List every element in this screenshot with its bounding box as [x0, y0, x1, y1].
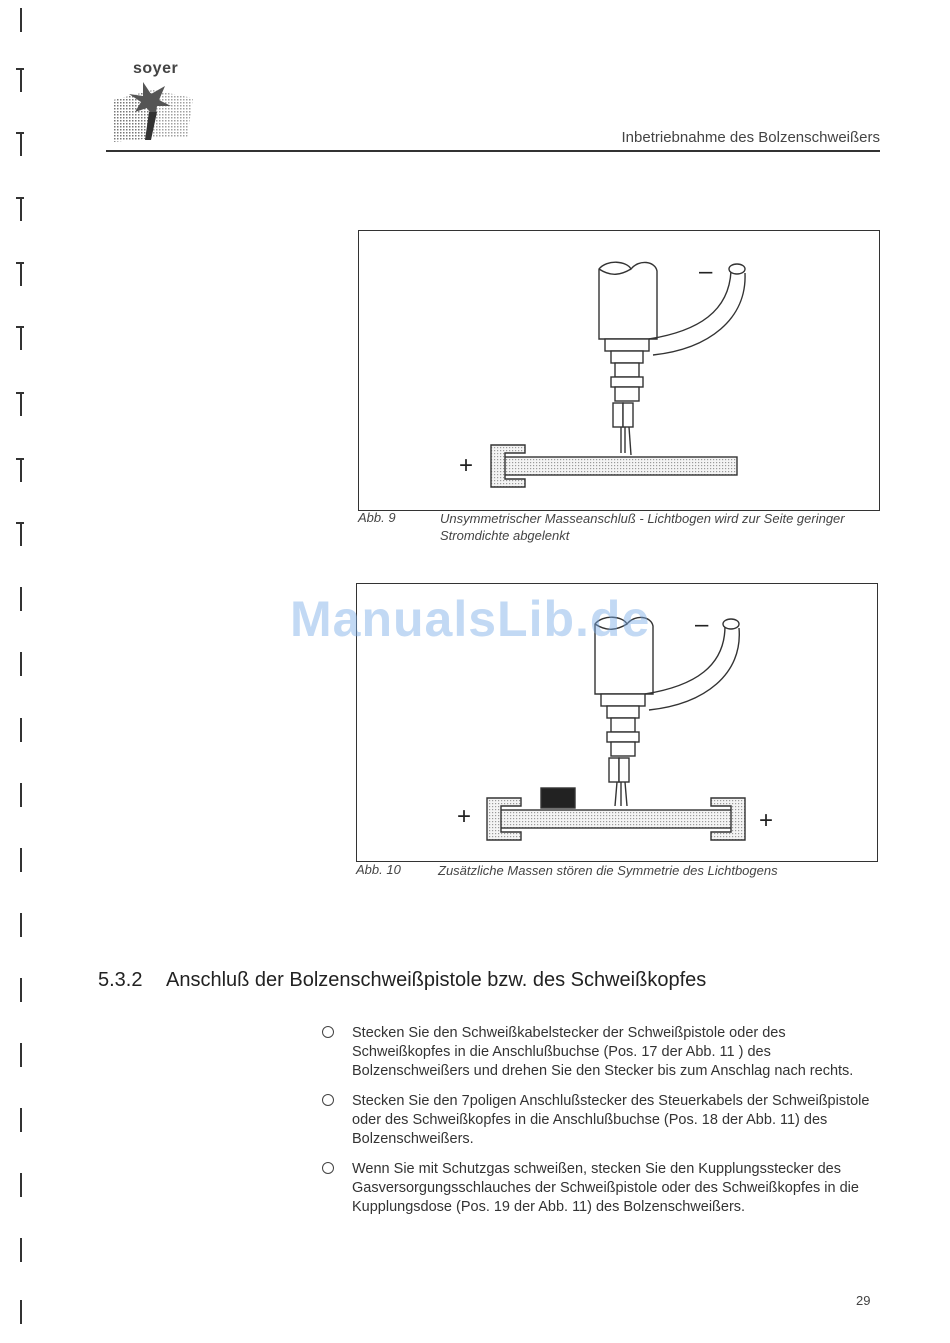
plus-symbol-left: + — [457, 803, 472, 830]
page-number: 29 — [856, 1293, 871, 1308]
cable-illustration — [645, 619, 739, 710]
welding-pistol-illustration — [599, 262, 657, 455]
minus-symbol: – — [695, 611, 709, 638]
workpiece-clamp-illustration — [491, 445, 737, 487]
section-number: 5.3.2 — [98, 969, 143, 991]
cable-illustration — [649, 264, 745, 355]
header-rule — [106, 150, 880, 152]
list-item — [322, 1092, 872, 1149]
circle-bullet-icon — [322, 1162, 334, 1174]
figure-10-text: Zusätzliche Massen stören die Symmetrie des Lichtbogens — [438, 863, 778, 878]
list-item-text: Stecken Sie den Schweißkabelstecker der Schweißpistole oder des Schweißkopfes in die Anschlußbuchse (Pos. 17 der Abb. 11 ) des Bolzenschweißers und drehen Sie den Stecker bis zum Anschlag nach rechts. — [352, 1025, 854, 1079]
minus-symbol: – — [699, 258, 713, 285]
figure-9 — [358, 230, 880, 511]
circle-bullet-icon — [322, 1094, 334, 1106]
instruction-list — [322, 1024, 872, 1228]
plus-symbol-left: + — [459, 452, 474, 479]
section-heading — [98, 969, 706, 992]
company-logo — [105, 60, 205, 145]
figure-9-label: Abb. 9 — [358, 510, 396, 525]
watermark: ManualsLib.de — [290, 591, 651, 647]
page-header-title: Inbetriebnahme des Bolzenschweißers — [621, 129, 880, 146]
list-item — [322, 1160, 872, 1217]
list-item — [322, 1024, 872, 1081]
plus-symbol-right: + — [759, 807, 774, 834]
circle-bullet-icon — [322, 1026, 334, 1038]
list-item-text: Wenn Sie mit Schutzgas schweißen, stecken Sie den Kupplungsstecker des Gasversorgungsschlauches der Schweißpistole oder des Schweißkopfes in die Kupplungsdose (Pos. 19 der Abb. 11) des Bolzenschweißers. — [352, 1161, 859, 1215]
list-item-text: Stecken Sie den 7poligen Anschlußstecker des Steuerkabels der Schweißpistole oder des Schweißkopfes in die Anschlußbuchse (Pos. 18 der Abb. 11) des Bolzenschweißers. — [352, 1093, 870, 1147]
figure-9-text: Unsymmetrischer Masseanschluß - Lichtbogen wird zur Seite geringer Stromdichte abgelenkt — [440, 511, 845, 543]
figure-10-label: Abb. 10 — [356, 862, 401, 877]
figure-9-caption — [358, 510, 878, 550]
figure-10-caption — [356, 862, 876, 882]
section-title: Anschluß der Bolzenschweißpistole bzw. des Schweißkopfes — [166, 969, 707, 991]
logo-text: soyer — [133, 60, 179, 77]
